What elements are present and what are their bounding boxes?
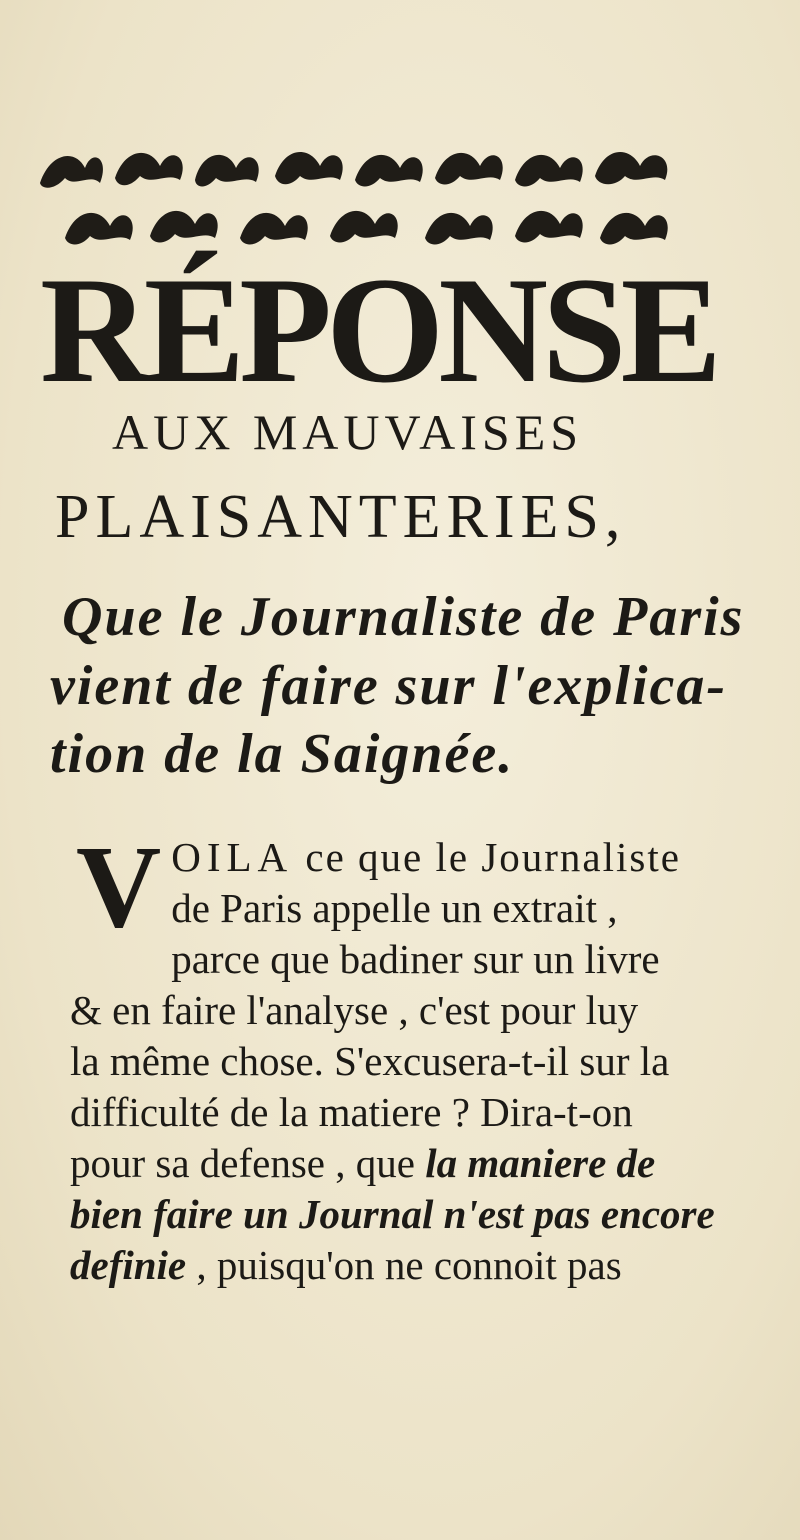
body-line-3: parce que badiner sur un livre [171,936,660,982]
body-line-2: de Paris appelle un extrait , [171,885,618,931]
subtitle-line-1: AUX MAUVAISES [112,404,584,460]
body-paragraph [70,821,760,1291]
fleuron-row-top [40,152,667,188]
page-title: RÉPONSE [40,246,716,414]
italic-subtitle-line-2: vient de faire sur l'explica- [50,655,728,717]
subtitle-line-2: PLAISANTERIES, [55,483,627,551]
drop-cap: V [76,821,162,952]
body-line-6: difficulté de la matiere ? Dira-t-on [70,1089,633,1135]
body-line-8-italic: bien faire un Journal n'est pas encore [70,1191,715,1237]
body-line-7 [70,1138,760,1189]
body-line-9-italic: definie [70,1242,187,1288]
body-line-7-normal: pour sa defense , que [70,1140,426,1186]
italic-subtitle-line-1: Que le Journaliste de Paris [62,586,745,648]
body-line-1-rest: ce que le Journaliste [293,834,681,880]
fleuron-ornament-band [30,128,690,250]
body-line-1-smallcaps: OILA [171,834,294,880]
italic-subtitle-line-3: tion de la Saignée. [50,723,515,785]
fleuron-row-bottom [65,211,668,245]
body-line-4: & en faire l'analyse , c'est pour luy [70,987,639,1033]
body-line-5: la même chose. S'excusera-t-il sur la [70,1038,670,1084]
body-line-8 [70,1189,760,1240]
body-line-9 [70,1240,760,1291]
body-line-9-normal: , puisqu'on ne connoit pas [186,1242,622,1288]
body-line-1 [70,832,760,883]
body-line-7-italic: la maniere de [425,1140,656,1186]
